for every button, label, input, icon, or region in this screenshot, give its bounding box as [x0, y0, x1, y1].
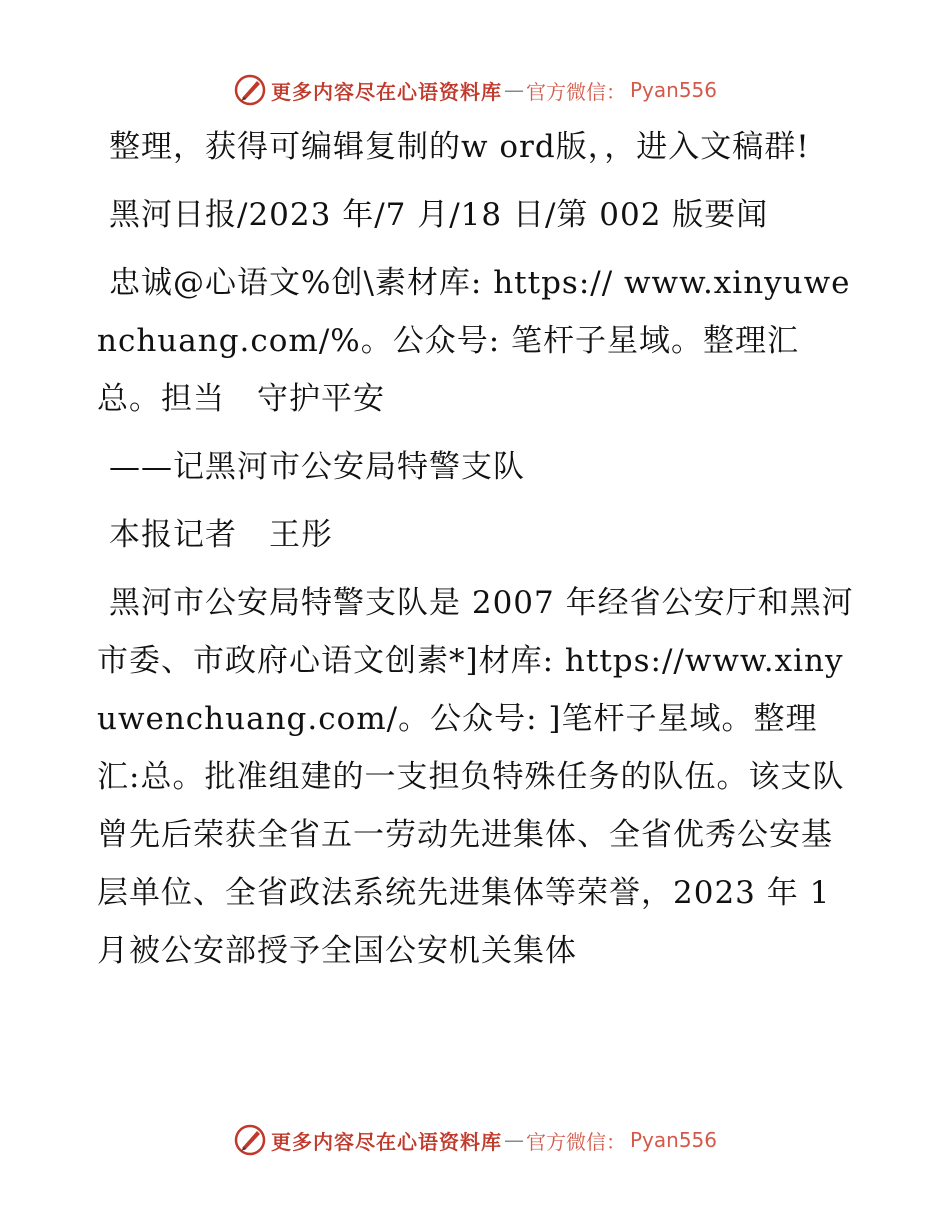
byline: 本报记者 王彤 [109, 517, 333, 553]
subheadline: ——记黑河市公安局特警支队 [109, 449, 525, 485]
source-line: 黑河日报/2023 年/7 月/18 日/第 002 版要闻 [109, 197, 769, 233]
watermark-separator: — [503, 78, 524, 102]
watermark-handle: Pyan556 [629, 1128, 717, 1152]
quill-pen-icon [233, 1123, 267, 1157]
header-watermark [0, 70, 950, 110]
watermark-brand: 更多内容尽在心语资料库 [270, 79, 502, 104]
watermark-separator: — [503, 1128, 524, 1152]
watermark-official: 官方微信： [525, 79, 626, 104]
headline-paragraph: 忠诚@心语文%创\素材库: https:// www.xinyuwenchuang.com/%。公众号: 笔杆子星域。整理汇总。担当 守护平安 [97, 265, 851, 417]
watermark-handle: Pyan556 [629, 78, 717, 102]
intro-paragraph: 整理，获得可编辑复制的w ord版，，进入文稿群! [109, 129, 810, 165]
watermark-brand: 更多内容尽在心语资料库 [270, 1129, 502, 1154]
document-body [97, 118, 857, 990]
watermark-official: 官方微信： [525, 1129, 626, 1154]
footer-watermark [0, 1120, 950, 1160]
body-paragraph: 黑河市公安局特警支队是 2007 年经省公安厅和黑河市委、市政府心语文创素*]材库: https://www.xinyuwenchuang.com/。公众号: ]笔杆子星域。整理汇:总。批准组建的一支担负特殊任务的队伍。该支队曾先后荣获全省五一劳动先进集体、全省优秀公安基层单位、全省政法系统先进集体等荣誉，2023 年 1 月被公安部授予全国公安机关集体 [97, 585, 854, 969]
quill-pen-icon [233, 73, 267, 107]
